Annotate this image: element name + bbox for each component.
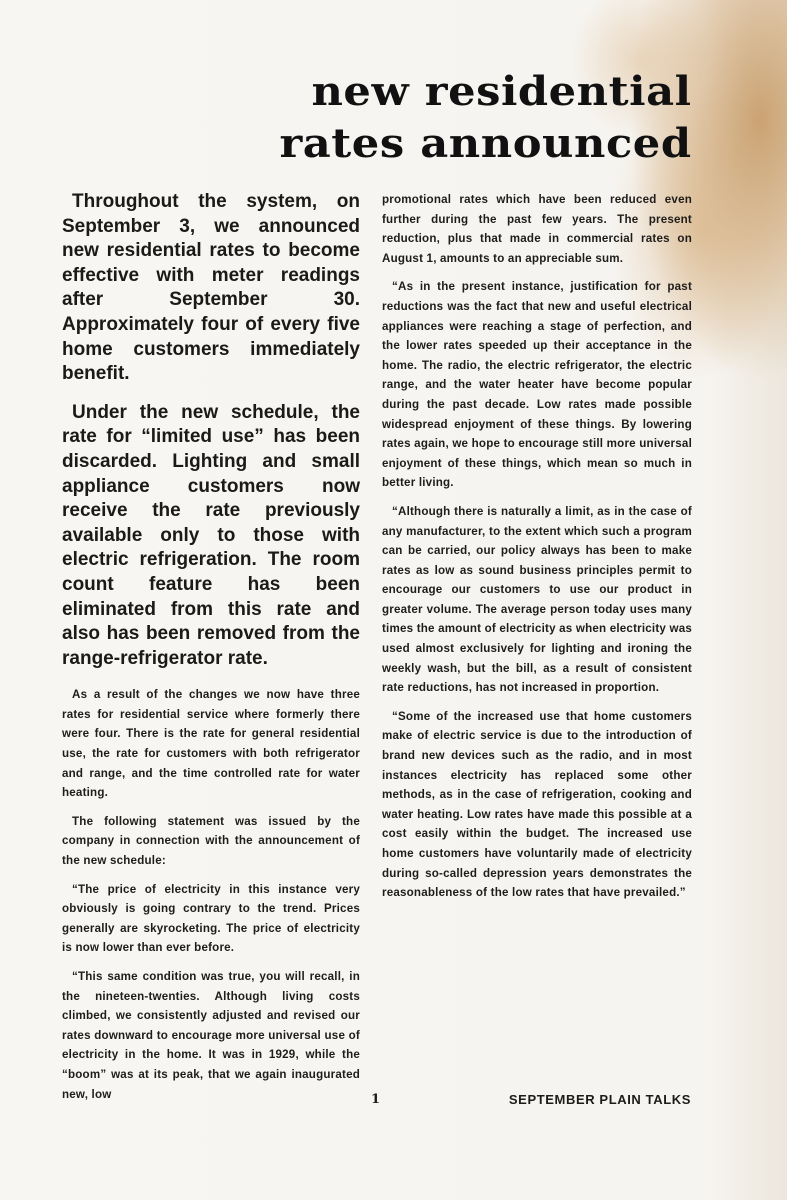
body-paragraph: “Some of the increased use that home customers make of electric service is due to the introduction of brand new devices such as the radio, and in most instances electricity has replaced some other methods, as in the case of refrigeration, cooking and water heating. Low rates have made this possible at a cost easily within the budget. The increased use home customers have voluntarily made of electricity during so-called depression years demonstrates the reasonableness of the low rates that have prevailed.” (382, 709, 692, 900)
left-column (62, 190, 360, 1113)
article-title (280, 66, 692, 170)
lead-paragraph: Under the new schedule, the rate for “limited use” has been discarded. Lighting and small appliance customers now receive the rate previously available only to those with electric refrigeration. The room count feature has been eliminated from this rate and also has been removed from the range-refrigerator rate. (62, 401, 360, 669)
lead-paragraph: Throughout the system, on September 3, we announced new residential rates to become effective with meter readings after September 30. Approximately four of every five home customers immediately benefit. (62, 191, 360, 385)
right-column (382, 190, 692, 912)
body-paragraph: “Although there is naturally a limit, as in the case of any manufacturer, to the extent which such a program can be carried, our policy always has been to make rates as low as sound business principles permit to encourage our customers to use our product in greater volume. The average person today uses many times the amount of electricity as when electricity was used almost exclusively for lighting and ironing the weekly wash, but the bill, as a result of consistent rate reductions, has not increased in proportion. (382, 504, 692, 695)
body-paragraph: “This same condition was true, you will recall, in the nineteen-twenties. Although living costs climbed, we consistently adjusted and revised our rates downward to encourage more universal use of electricity in the home. It was in 1929, while the “boom” was at its peak, that we again inaugurated new, low (62, 970, 360, 1101)
page-number: 1 (371, 1092, 381, 1107)
body-paragraph: “As in the present instance, justification for past reductions was the fact that new and useful electrical appliances were reaching a stage of perfection, and the lower rates speeded up their acceptance in the home. The radio, the electric refrigerator, the electric range, and the water heater have become popular during the past decade. Low rates made possible widespread enjoyment of these things. By lowering rates again, we hope to encourage still more universal enjoyment of these things, which mean so much in better living. (382, 280, 692, 490)
title-line-1: new residential (311, 68, 692, 115)
body-paragraph: “The price of electricity in this instance very obviously is going contrary to the trend. Prices generally are skyrocketing. The price of electricity is now lower than ever before. (62, 882, 360, 955)
body-paragraph: The following statement was issued by the company in connection with the announcement of the new schedule: (62, 814, 360, 868)
body-paragraph: As a result of the changes we now have three rates for residential service where formerly there were four. There is the rate for general residential use, the rate for customers with both refrigerator and range, and the time controlled rate for water heating. (62, 688, 360, 800)
body-paragraph: promotional rates which have been reduced even further during the past few years. The present reduction, plus that made in commercial rates on August 1, amounts to an appreciable sum. (382, 193, 692, 265)
publication-name: SEPTEMBER PLAIN TALKS (508, 1092, 691, 1107)
title-line-2: rates announced (279, 120, 692, 167)
